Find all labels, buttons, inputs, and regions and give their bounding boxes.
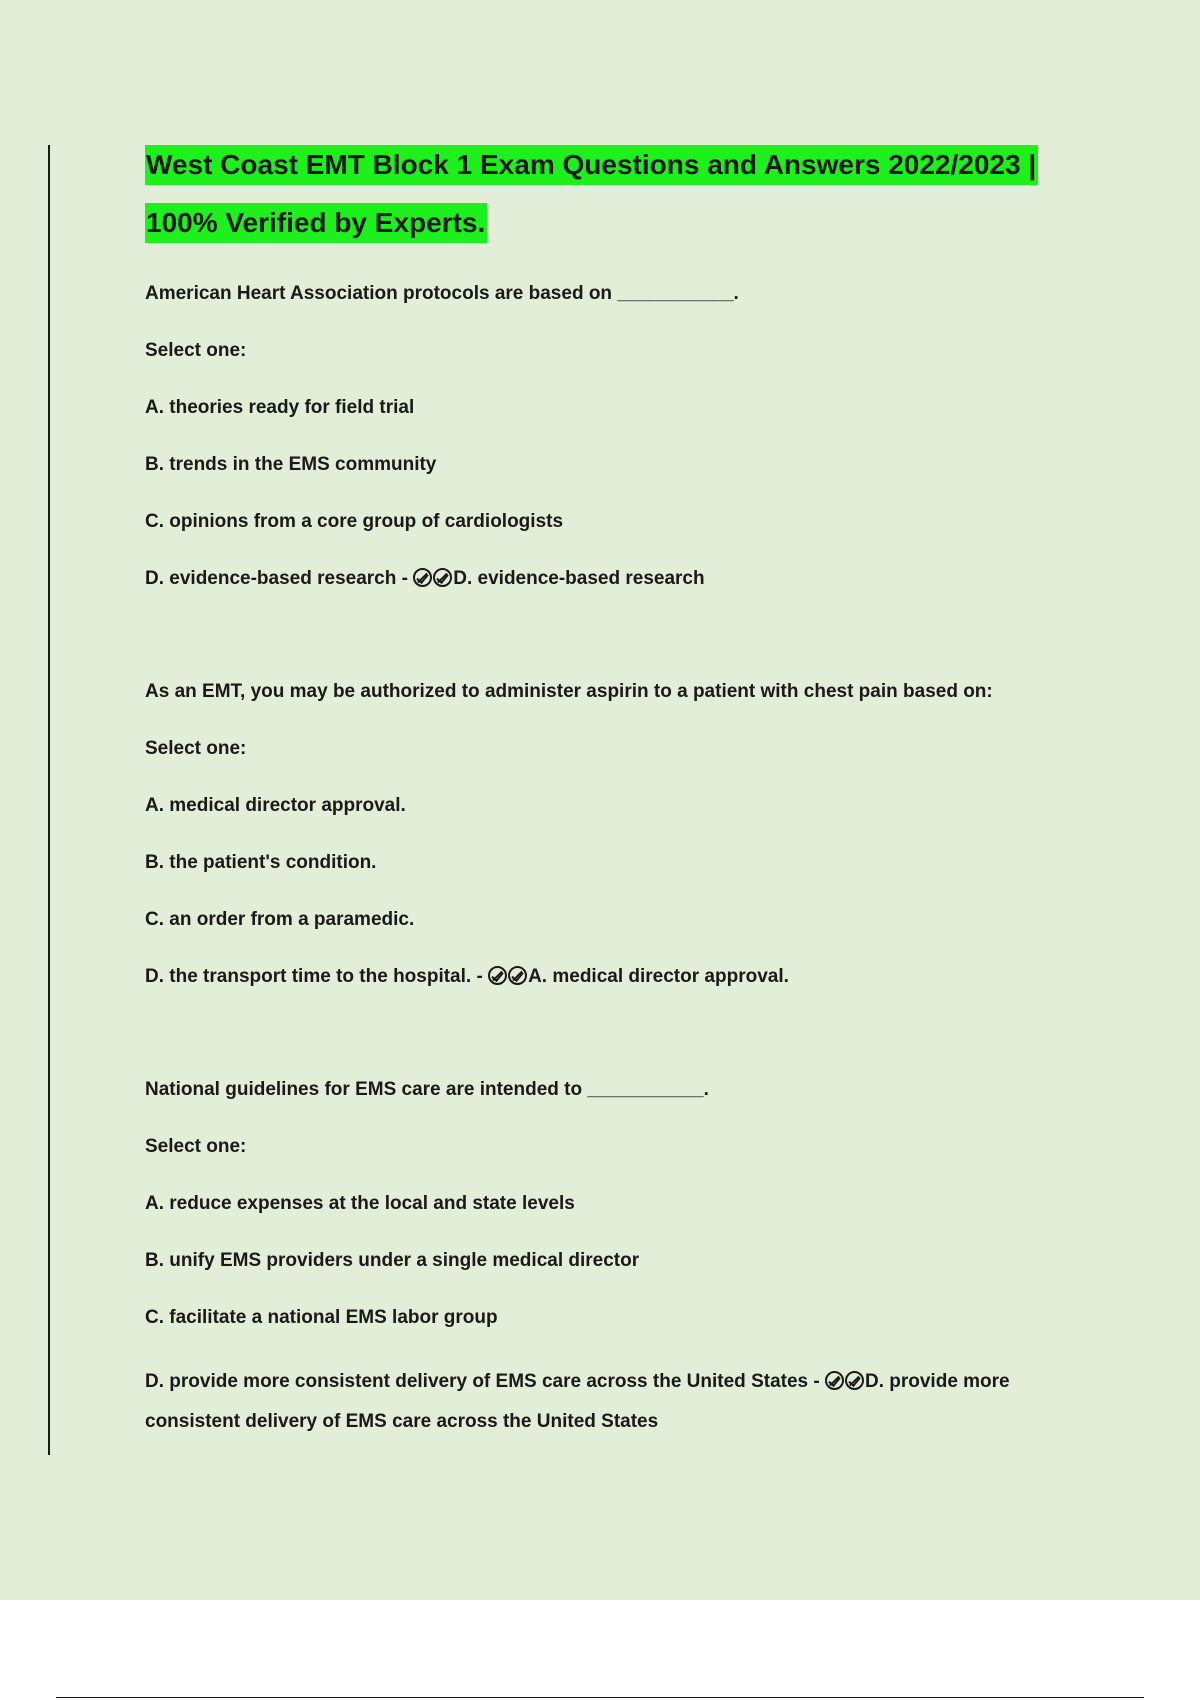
title-line-1: West Coast EMT Block 1 Exam Questions and Answers 2022/2023 |: [145, 145, 1038, 185]
option-b: B. trends in the EMS community: [145, 454, 437, 475]
question-block-1: [145, 281, 1145, 623]
option-a: A. medical director approval.: [145, 795, 406, 816]
question-block-2: [145, 679, 1145, 1021]
correct-answer: D. provide more consistent delivery of EMS care across the United States: [145, 1371, 1010, 1432]
check-icon: [845, 1371, 864, 1390]
option-d: D. the transport time to the hospital. -: [145, 966, 489, 987]
option-b: B. the patient's condition.: [145, 852, 377, 873]
correct-answer: D. evidence-based research: [453, 568, 705, 589]
left-margin-rule: [48, 145, 50, 1455]
option-c: C. opinions from a core group of cardiologists: [145, 511, 564, 532]
option-c: C. facilitate a national EMS labor group: [145, 1307, 498, 1328]
check-icon: [433, 568, 452, 587]
option-a: A. reduce expenses at the local and state levels: [145, 1193, 575, 1214]
option-a: A. theories ready for field trial: [145, 397, 415, 418]
option-d-with-answer: [145, 1362, 1045, 1442]
spacer: [145, 1021, 1145, 1077]
footer-rule: [56, 1697, 1144, 1698]
option-b: B. unify EMS providers under a single medical director: [145, 1250, 640, 1271]
document-title: [145, 145, 1145, 261]
check-icon: [825, 1371, 844, 1390]
question-prompt: National guidelines for EMS care are intended to ___________.: [145, 1079, 709, 1100]
check-icon: [508, 966, 527, 985]
select-one-label: Select one:: [145, 738, 247, 759]
title-line-2: 100% Verified by Experts.: [145, 203, 487, 243]
correct-answer: A. medical director approval.: [528, 966, 789, 987]
question-prompt: As an EMT, you may be authorized to administer aspirin to a patient with chest pain based on:: [145, 681, 993, 702]
spacer: [145, 623, 1145, 679]
select-one-label: Select one:: [145, 340, 247, 361]
select-one-label: Select one:: [145, 1136, 247, 1157]
document-body: [145, 145, 1145, 1442]
option-d-with-answer: [145, 566, 1145, 623]
option-d: D. provide more consistent delivery of EMS care across the United States -: [145, 1371, 825, 1392]
check-icon: [488, 966, 507, 985]
option-d-with-answer: [145, 964, 1145, 1021]
check-icon: [413, 568, 432, 587]
question-prompt: American Heart Association protocols are based on ___________.: [145, 283, 739, 304]
option-d: D. evidence-based research -: [145, 568, 414, 589]
option-c: C. an order from a paramedic.: [145, 909, 415, 930]
question-block-3: [145, 1077, 1145, 1442]
